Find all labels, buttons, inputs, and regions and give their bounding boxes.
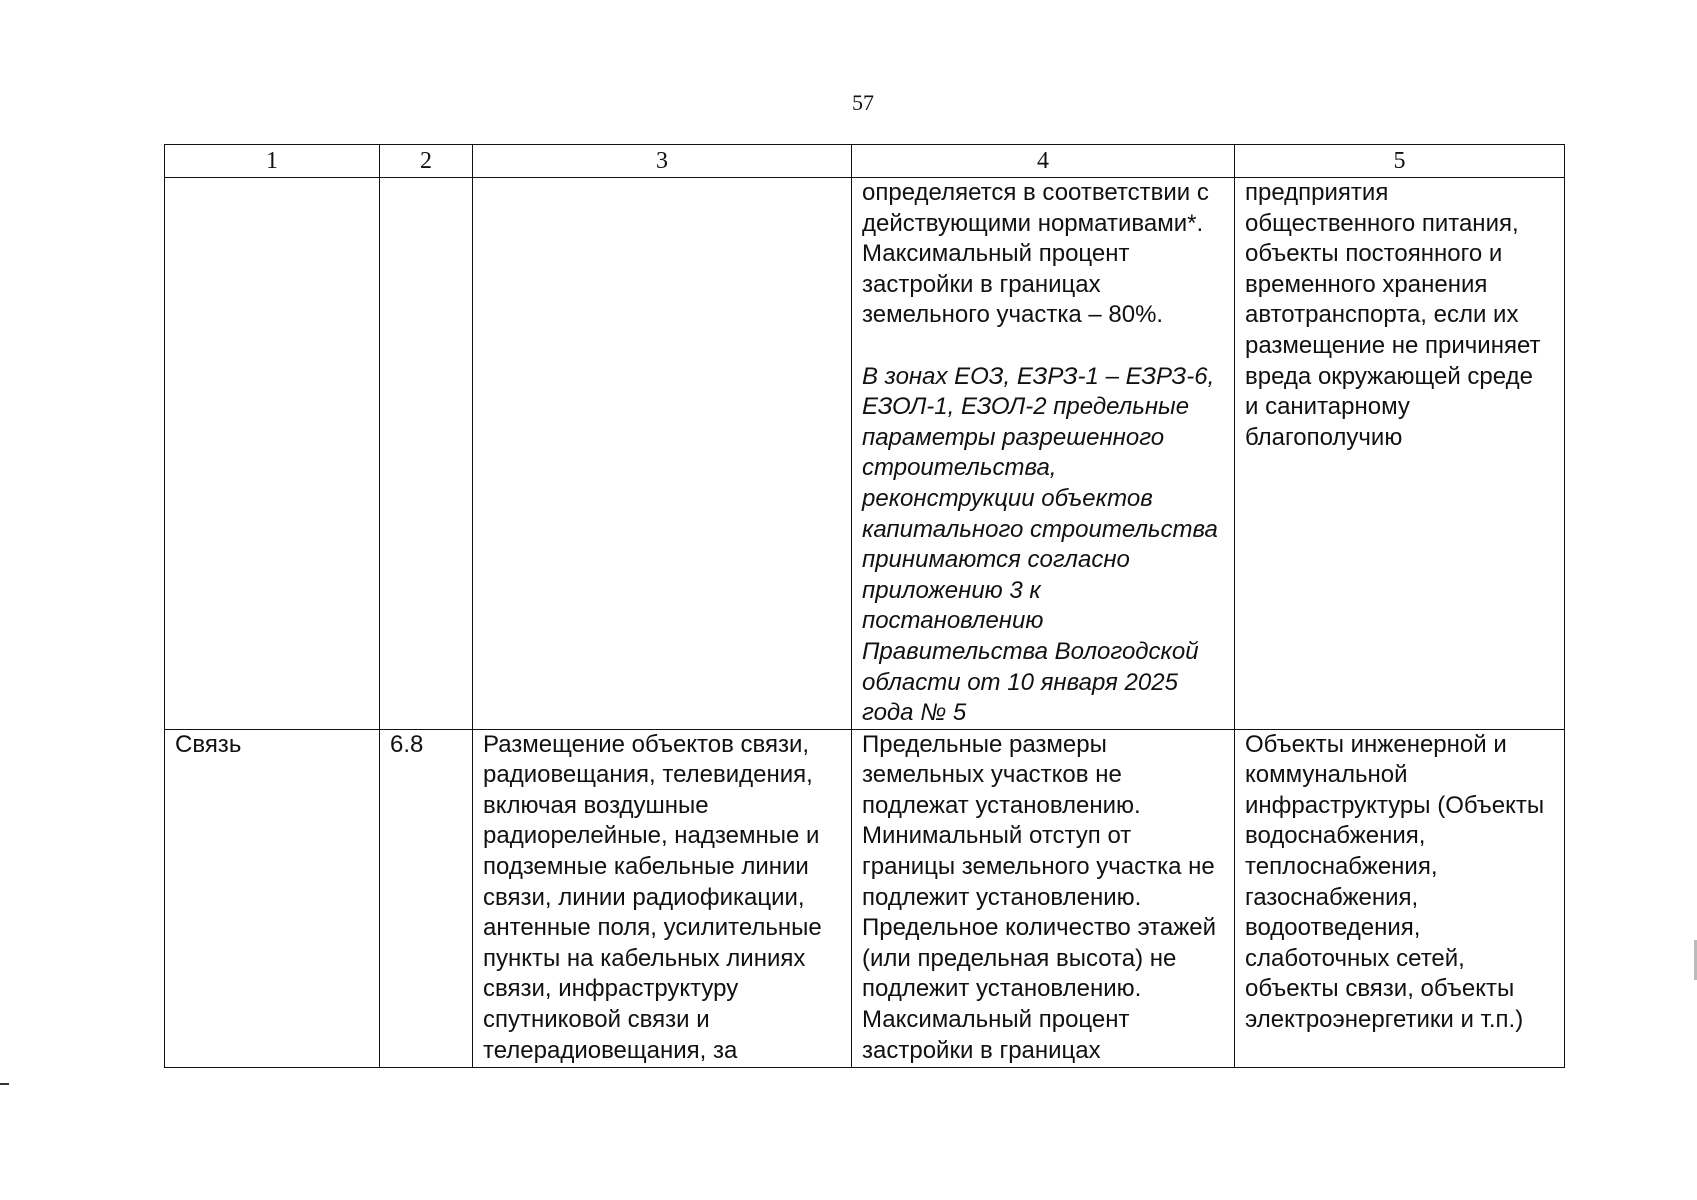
row2-col3-line: антенные поля, усилительные bbox=[483, 914, 822, 942]
row2-col4-line: границы земельного участка не bbox=[862, 853, 1215, 881]
scan-margin-mark bbox=[0, 1083, 9, 1085]
row1-col5-line: временного хранения bbox=[1245, 270, 1488, 298]
row2-col3-line: включая воздушные bbox=[483, 791, 709, 819]
row1-col4-italic-line: принимаются согласно bbox=[862, 546, 1130, 574]
header-col-5: 5 bbox=[1235, 145, 1565, 178]
row1-col4-line: Максимальный процент bbox=[862, 240, 1130, 268]
row2-col5-cell bbox=[1235, 729, 1565, 1067]
row2-col3-line: спутниковой связи и bbox=[483, 1006, 710, 1034]
use-type-name: Связь bbox=[175, 730, 242, 758]
row1-col5-line: благополучию bbox=[1245, 423, 1403, 451]
row1-col4-line: застройки в границах bbox=[862, 270, 1101, 298]
row2-col4-line: Предельное количество этажей bbox=[862, 914, 1217, 942]
row2-col5-line: объекты связи, объекты bbox=[1245, 975, 1515, 1003]
row2-col4-line: Предельные размеры bbox=[862, 730, 1107, 758]
page-number: 57 bbox=[852, 90, 874, 115]
row2-col5-line: слаботочных сетей, bbox=[1245, 944, 1465, 972]
zoning-table bbox=[164, 144, 1565, 1068]
row2-col3-line: Размещение объектов связи, bbox=[483, 730, 810, 758]
row1-col5-line: автотранспорта, если их bbox=[1245, 301, 1519, 329]
row2-col5-line: инфраструктуры (Объекты bbox=[1245, 791, 1545, 819]
row1-col5-cell bbox=[1235, 178, 1565, 730]
row2-col5-line: электроэнергетики и т.п.) bbox=[1245, 1006, 1524, 1034]
row2-col1-cell bbox=[165, 729, 380, 1067]
header-col-2: 2 bbox=[380, 145, 473, 178]
row2-col4-line: подлежит установлению. bbox=[862, 883, 1142, 911]
row2-col4-line: застройки в границах bbox=[862, 1036, 1101, 1064]
row2-col3-line: связи, линии радиофикации, bbox=[483, 883, 805, 911]
table-row bbox=[165, 729, 1565, 1067]
row2-col3-line: пункты на кабельных линиях bbox=[483, 944, 806, 972]
row2-col4-line: (или предельная высота) не bbox=[862, 944, 1177, 972]
row1-col4-italic-line: Правительства Вологодской bbox=[862, 637, 1199, 665]
row2-col3-line: связи, инфраструктуру bbox=[483, 975, 739, 1003]
row2-col4-line: подлежит установлению. bbox=[862, 975, 1142, 1003]
row2-col3-line: подземные кабельные линии bbox=[483, 853, 809, 881]
row1-col5-line: объекты постоянного и bbox=[1245, 240, 1503, 268]
row1-col4-italic-line: области от 10 января 2025 bbox=[862, 668, 1178, 696]
row2-col3-line: радиорелейные, надземные и bbox=[483, 822, 820, 850]
row1-col4-italic-line: капитального строительства bbox=[862, 515, 1218, 543]
row2-col5-line: коммунальной bbox=[1245, 761, 1408, 789]
row1-col5-line: размещение не причиняет bbox=[1245, 331, 1541, 359]
row1-col1-cell bbox=[165, 178, 380, 730]
row2-col5-line: водоотведения, bbox=[1245, 914, 1421, 942]
row2-col4-line: Минимальный отступ от bbox=[862, 822, 1132, 850]
row1-col4-italic-line: года № 5 bbox=[862, 699, 967, 727]
use-type-code: 6.8 bbox=[390, 730, 424, 758]
row1-col4-italic-line: строительства, bbox=[862, 454, 1057, 482]
row2-col4-line: подлежат установлению. bbox=[862, 791, 1141, 819]
row2-col3-cell bbox=[473, 729, 852, 1067]
header-col-3: 3 bbox=[473, 145, 852, 178]
row1-col2-cell bbox=[380, 178, 473, 730]
row2-col3-line: телерадиовещания, за bbox=[483, 1036, 738, 1064]
row1-col3-cell bbox=[473, 178, 852, 730]
row1-col4-cell bbox=[852, 178, 1235, 730]
row2-col5-line: Объекты инженерной и bbox=[1245, 730, 1507, 758]
row1-col4-italic-line: приложению 3 к bbox=[862, 576, 1041, 604]
row2-col4-line: Максимальный процент bbox=[862, 1006, 1130, 1034]
row1-col4-italic-line: ЕЗОЛ-1, ЕЗОЛ-2 предельные bbox=[862, 393, 1190, 421]
table-row bbox=[165, 178, 1565, 730]
row1-col4-italic-line: реконструкции объектов bbox=[862, 484, 1153, 512]
row1-col4-line: действующими нормативами*. bbox=[862, 209, 1204, 237]
row1-col4-line: определяется в соответствии с bbox=[862, 179, 1209, 206]
paragraph-gap bbox=[862, 331, 1224, 362]
header-row bbox=[165, 145, 1565, 178]
row1-col4-italic-line: постановлению bbox=[862, 607, 1044, 635]
row1-col5-line: и санитарному bbox=[1245, 393, 1410, 421]
row1-col5-line: вреда окружающей среде bbox=[1245, 362, 1533, 390]
row2-col5-line: теплоснабжения, bbox=[1245, 853, 1438, 881]
row1-col4-line: земельного участка – 80%. bbox=[862, 301, 1164, 329]
row2-col5-line: водоснабжения, bbox=[1245, 822, 1426, 850]
row2-col3-line: радиовещания, телевидения, bbox=[483, 761, 813, 789]
row1-col4-italic-line: В зонах ЕОЗ, ЕЗРЗ-1 – ЕЗРЗ-6, bbox=[862, 362, 1215, 390]
row2-col4-line: земельных участков не bbox=[862, 761, 1122, 789]
row2-col5-line: газоснабжения, bbox=[1245, 883, 1419, 911]
row1-col5-line: предприятия bbox=[1245, 179, 1389, 206]
header-col-4: 4 bbox=[852, 145, 1235, 178]
row1-col4-italic-line: параметры разрешенного bbox=[862, 423, 1165, 451]
row1-col5-line: общественного питания, bbox=[1245, 209, 1519, 237]
row2-col4-cell bbox=[852, 729, 1235, 1067]
header-col-1: 1 bbox=[165, 145, 380, 178]
row2-col2-cell bbox=[380, 729, 473, 1067]
